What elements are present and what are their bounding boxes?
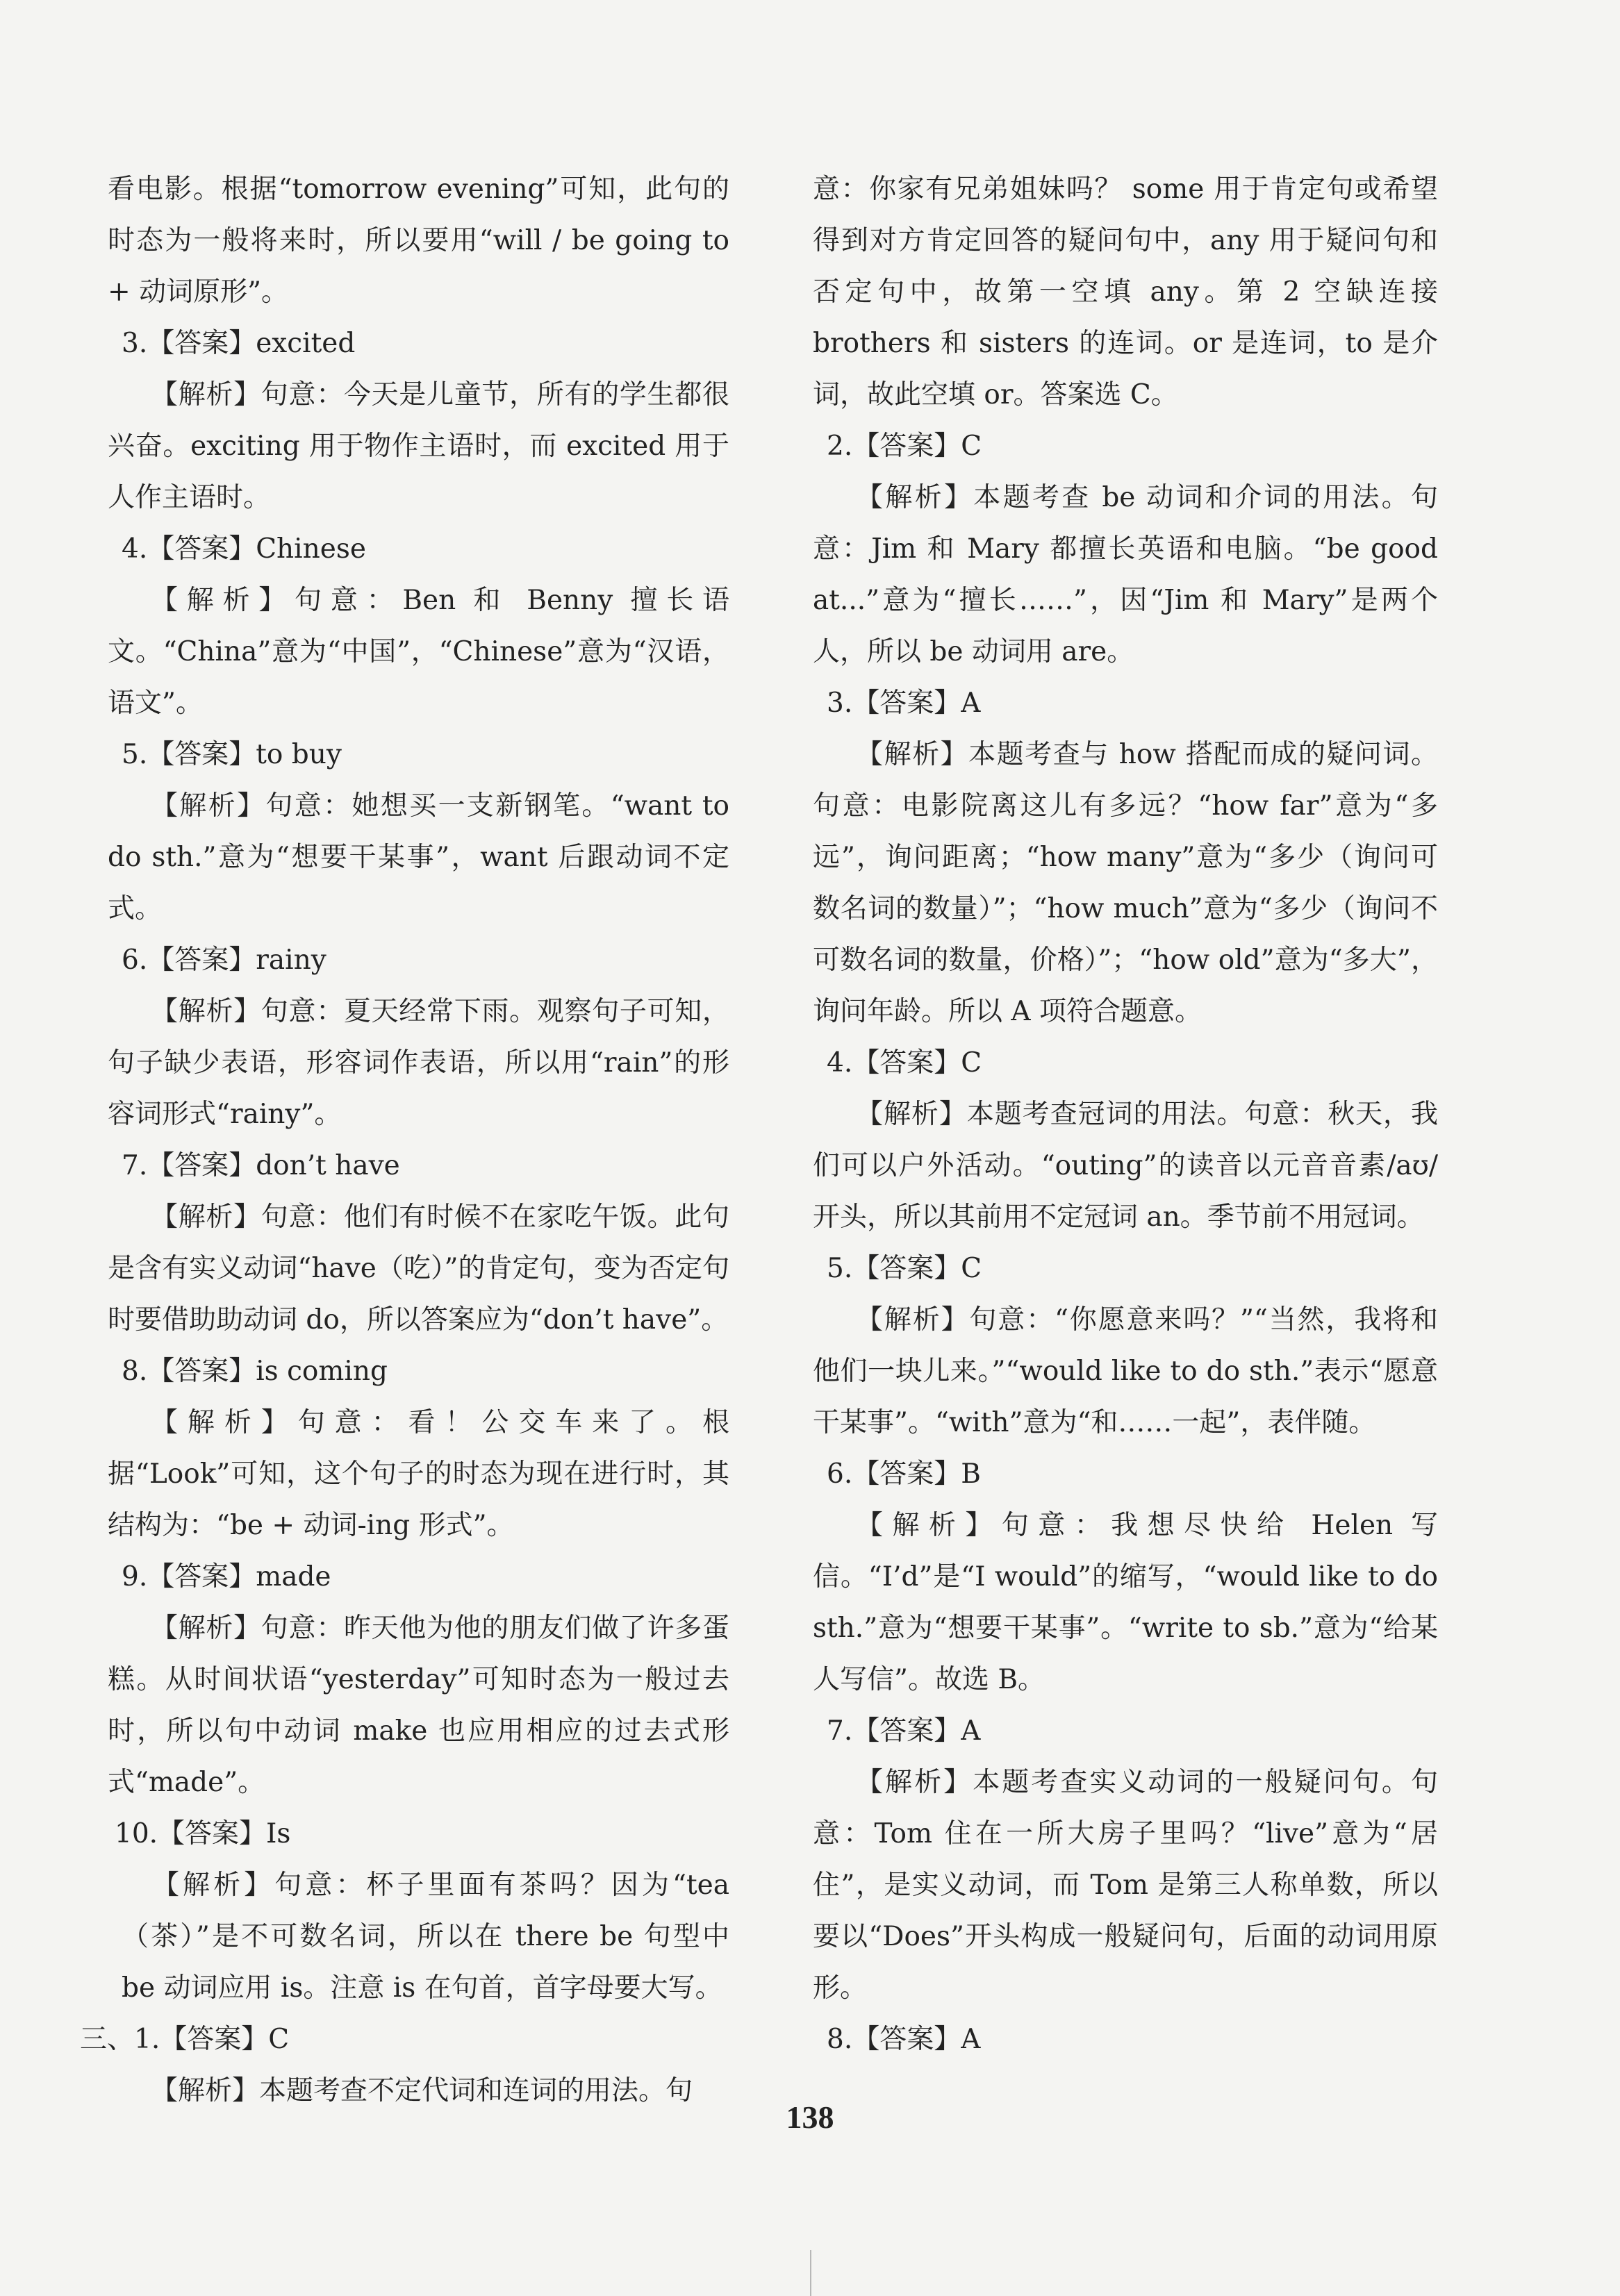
line-text: 6.【答案】rainy (122, 945, 327, 976)
line-text: 【解析】句意：看！公交车来了。根据“Look”可知，这个句子的时态为现在进行时，其结构为：“be + 动词-ing 形式”。 (108, 1407, 729, 1541)
explanation-paragraph (813, 472, 1438, 678)
line-text: 3.【答案】excited (122, 328, 356, 359)
answer-line (80, 2014, 729, 2065)
answer-line (108, 1808, 729, 1860)
answer-line (813, 2014, 1438, 2065)
explanation-paragraph (108, 1603, 729, 1808)
line-text: 5.【答案】C (827, 1253, 982, 1284)
left-column (80, 164, 729, 2117)
line-text: 【解析】句意：夏天经常下雨。观察句子可知，句子缺少表语，形容词作表语，所以用“rain”的形容词形式“rainy”。 (108, 996, 729, 1130)
line-text: 【解析】本题考查不定代词和连词的用法。句 (151, 2075, 693, 2106)
line-text: 6.【答案】B (827, 1458, 981, 1490)
line-text: 7.【答案】A (827, 1715, 981, 1747)
answer-line (813, 1706, 1438, 1757)
answer-line (108, 1552, 729, 1603)
answer-line (108, 729, 729, 781)
line-text: 9.【答案】made (122, 1561, 331, 1592)
explanation-paragraph (813, 1500, 1438, 1706)
section-number: 三、 (80, 2024, 135, 2055)
answer-line (108, 1346, 729, 1397)
line-text: 5.【答案】to buy (122, 739, 342, 770)
line-text: 【解析】句意：今天是儿童节，所有的学生都很兴奋。exciting 用于物作主语时，而 excited 用于人作主语时。 (108, 379, 729, 513)
explanation-paragraph (108, 781, 729, 935)
line-text: 7.【答案】don’t have (122, 1150, 400, 1181)
explanation-paragraph (108, 986, 729, 1140)
line-text: 【解析】句意：她想买一支新钢笔。“want to do sth.”意为“想要干某事”，want 后跟动词不定式。 (108, 790, 729, 924)
answer-line (108, 524, 729, 575)
answer-line (813, 1038, 1438, 1089)
line-text: 意：你家有兄弟姐妹吗？ some 用于肯定句或希望得到对方肯定回答的疑问句中，any 用于疑问句和否定句中，故第一空填 any。第 2 空缺连接 brothers 和 sisters 的连词。or 是连词，to 是介词，故此空填 or。答案选 C。 (813, 174, 1438, 410)
explanation-paragraph (108, 369, 729, 524)
line-text: 2.【答案】C (827, 431, 982, 462)
answer-line (108, 318, 729, 369)
explanation-paragraph (108, 1192, 729, 1346)
page-number: 138 (786, 2099, 834, 2135)
answer-line (813, 678, 1438, 729)
continued-paragraph (108, 164, 729, 318)
answer-line (108, 935, 729, 986)
crop-mark-bottom (810, 2250, 811, 2296)
answer-line (108, 1140, 729, 1192)
right-column (813, 164, 1438, 2065)
answer-line (813, 1243, 1438, 1295)
line-text: 【解析】本题考查与 how 搭配而成的疑问词。句意：电影院离这儿有多远？“how far”意为“多远”，询问距离；“how many”意为“多少（询问可数名词的数量）”；“how much”意为“多少（询问不可数名词的数量，价格）”；“how old”意为“多大”，询问年龄。所以 A 项符合题意。 (813, 739, 1438, 1027)
line-text: 1.【答案】C (134, 2024, 290, 2055)
continued-paragraph (813, 164, 1438, 421)
line-text: 4.【答案】Chinese (122, 533, 366, 565)
line-text: 【解析】句意：Ben 和 Benny 擅长语文。“China”意为“中国”，“Chinese”意为“汉语，语文”。 (108, 585, 729, 719)
line-text: 4.【答案】C (827, 1047, 982, 1079)
explanation-paragraph (813, 1757, 1438, 2014)
line-text: 【解析】本题考查冠词的用法。句意：秋天，我们可以户外活动。“outing”的读音以元音音素/aʊ/开头，所以其前用不定冠词 an。季节前不用冠词。 (813, 1099, 1438, 1233)
explanation-paragraph (108, 1860, 729, 2014)
explanation-paragraph (813, 1295, 1438, 1449)
line-text: 【解析】本题考查 be 动词和介词的用法。句意：Jim 和 Mary 都擅长英语和电脑。“be good at...”意为“擅长……”，因“Jim 和 Mary”是两个人，所以 be 动词用 are。 (813, 482, 1438, 667)
line-text: 8.【答案】A (827, 2024, 981, 2055)
line-text: 【解析】句意：他们有时候不在家吃午饭。此句是含有实义动词“have（吃）”的肯定句，变为否定句时要借助助动词 do，所以答案应为“don’t have”。 (108, 1201, 729, 1336)
explanation-paragraph (108, 1397, 729, 1552)
line-text: 10.【答案】Is (115, 1818, 291, 1849)
line-text: 【解析】句意：我想尽快给 Helen 写信。“I’d”是“I would”的缩写，“would like to do sth.”意为“想要干某事”。“write to sb.”意为“给某人写信”。故选 B。 (813, 1510, 1438, 1695)
line-text: 看电影。根据“tomorrow evening”可知，此句的时态为一般将来时，所以要用“will / be going to + 动词原形”。 (108, 174, 729, 308)
answer-line (813, 421, 1438, 472)
explanation-paragraph (108, 575, 729, 729)
line-text: 【解析】本题考查实义动词的一般疑问句。句意：Tom 住在一所大房子里吗？“live”意为“居住”，是实义动词，而 Tom 是第三人称单数，所以要以“Does”开头构成一般疑问句，后面的动词用原形。 (813, 1767, 1438, 2004)
line-text: 8.【答案】is coming (122, 1356, 388, 1387)
explanation-paragraph (813, 1089, 1438, 1243)
explanation-paragraph (813, 729, 1438, 1038)
line-text: 3.【答案】A (827, 688, 981, 719)
line-text: 【解析】句意：杯子里面有茶吗？因为“tea（茶）”是不可数名词，所以在 there be 句型中 be 动词应用 is。注意 is 在句首，首字母要大写。 (122, 1870, 729, 2004)
answer-line (813, 1449, 1438, 1500)
line-text: 【解析】句意：昨天他为他的朋友们做了许多蛋糕。从时间状语“yesterday”可知时态为一般过去时，所以句中动词 make 也应用相应的过去式形式“made”。 (108, 1613, 729, 1798)
line-text: 【解析】句意：“你愿意来吗？”“当然，我将和他们一块儿来。”“would like to do sth.”表示“愿意干某事”。“with”意为“和……一起”，表伴随。 (813, 1304, 1438, 1438)
